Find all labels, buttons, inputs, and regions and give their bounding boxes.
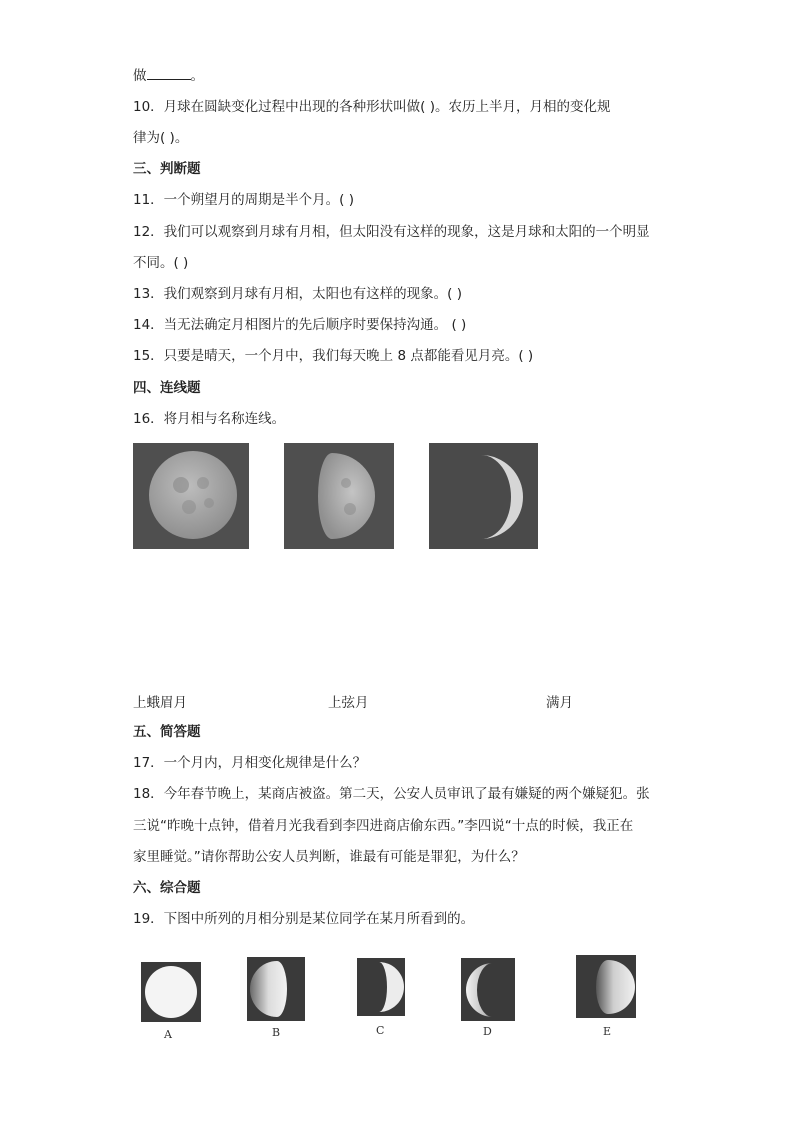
label-full-moon[interactable]: 满月 xyxy=(546,695,573,711)
question-18-line3: 家里睡觉。”请你帮助公安人员判断，谁最有可能是罪犯，为什么？ xyxy=(133,849,525,865)
phase-b-gibbous xyxy=(247,957,305,1021)
q9-tail-end: 。 xyxy=(190,68,204,84)
question-12-line1: 12．我们可以观察到月球有月相，但太阳没有这样的现象，这是月球和太阳的一个明显 xyxy=(133,224,650,240)
question-18-line2: 三说“昨晚十点钟，借着月光我看到李四进商店偷东西。”李四说“十点的时候，我正在 xyxy=(133,818,634,834)
label-first-quarter[interactable]: 上弦月 xyxy=(328,695,369,711)
phase-letter-d: D xyxy=(483,1025,492,1038)
phase-e-gibbous xyxy=(576,955,636,1018)
section-6-heading: 六、综合题 xyxy=(133,880,201,896)
phase-letter-e: E xyxy=(603,1025,612,1038)
phase-letter-b: B xyxy=(272,1026,281,1039)
question-16: 16．将月相与名称连线。 xyxy=(133,411,286,427)
question-10-line2: 律为( )。 xyxy=(133,130,189,146)
phase-d-crescent xyxy=(461,958,515,1021)
answer-blank[interactable] xyxy=(147,65,191,80)
question-15: 15．只要是晴天，一个月中，我们每天晚上 8 点都能看见月亮。( ) xyxy=(133,348,534,364)
question-11: 11．一个朔望月的周期是半个月。( ) xyxy=(133,192,355,208)
phase-letter-c: C xyxy=(376,1024,385,1037)
q9-tail-text: 做 xyxy=(133,68,147,84)
first-quarter-moon-photo xyxy=(284,443,394,549)
section-3-heading: 三、判断题 xyxy=(133,161,201,177)
label-waxing-crescent[interactable]: 上蛾眉月 xyxy=(133,695,187,711)
full-moon-photo xyxy=(133,443,249,549)
question-17: 17．一个月内，月相变化规律是什么？ xyxy=(133,755,367,771)
question-14: 14．当无法确定月相图片的先后顺序时要保持沟通。 ( ) xyxy=(133,317,467,333)
question-12-line2: 不同。( ) xyxy=(133,255,189,271)
q9-tail xyxy=(133,65,204,86)
section-4-heading: 四、连线题 xyxy=(133,380,201,396)
question-19: 19．下图中所列的月相分别是某位同学在某月所看到的。 xyxy=(133,911,475,927)
question-10-line1: 10．月球在圆缺变化过程中出现的各种形状叫做( )。农历上半月，月相的变化规 xyxy=(133,99,611,115)
phase-letter-a: A xyxy=(164,1028,172,1041)
question-13: 13．我们观察到月球有月相，太阳也有这样的现象。( ) xyxy=(133,286,463,302)
phase-c-first-quarter xyxy=(357,958,405,1016)
waxing-crescent-moon-photo xyxy=(429,443,538,549)
question-18-line1: 18．今年春节晚上，某商店被盗。第二天，公安人员审讯了最有嫌疑的两个嫌疑犯。张 xyxy=(133,786,650,802)
phase-a-full-moon xyxy=(141,962,201,1022)
section-5-heading: 五、简答题 xyxy=(133,724,201,740)
